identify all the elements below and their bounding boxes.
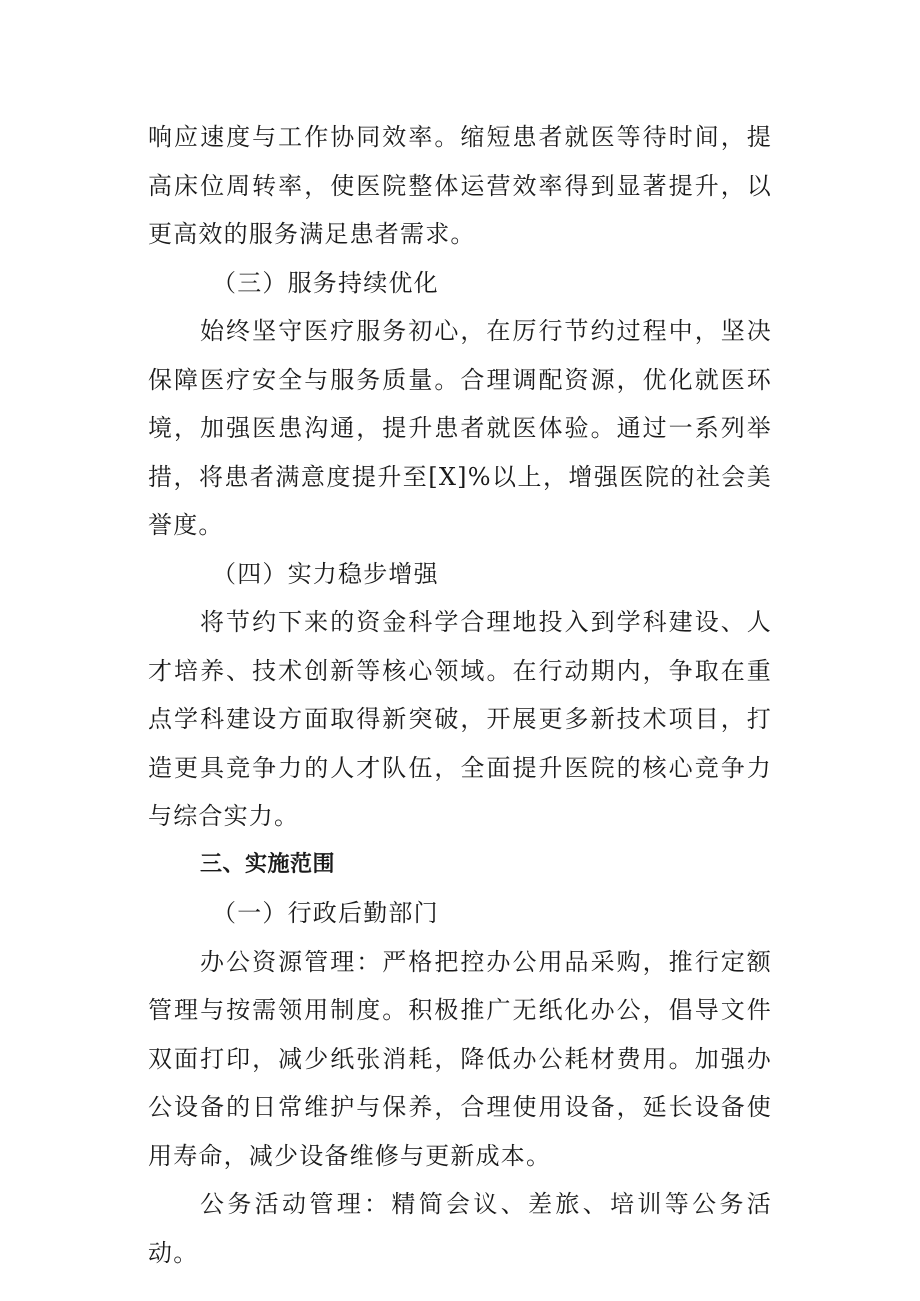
paragraph-service-optimization: 始终坚守医疗服务初心，在厉行节约过程中，坚决保障医疗安全与服务质量。合理调配资源，优化就医环境，加强医患沟通，提升患者就医体验。通过一系列举措，将患者满意度提升至[X]%以上，增强医院的社会美誉度。 — [148, 317, 772, 539]
section-heading-scope: 三、实施范围 — [200, 851, 336, 877]
paragraph-strength-growth: 将节约下来的资金科学合理地投入到学科建设、人才培养、技术创新等核心领域。在行动期内，争取在重点学科建设方面取得新突破，开展更多新技术项目，打造更具竞争力的人才队伍，全面提升医院的核心竞争力与综合实力。 — [148, 608, 772, 830]
subheading-admin-logistics: （一）行政后勤部门 — [212, 899, 439, 927]
paragraph-office-resources: 办公资源管理：严格把控办公用品采购，推行定额管理与按需领用制度。积极推广无纸化办公，倡导文件双面打印，减少纸张消耗，降低办公耗材费用。加强办公设备的日常维护与保养，合理使用设备，延长设备使用寿命，减少设备维修与更新成本。 — [148, 947, 772, 1170]
paragraph-efficiency-continued: 响应速度与工作协同效率。缩短患者就医等待时间，提高床位周转率，使医院整体运营效率得到显著提升，以更高效的服务满足患者需求。 — [148, 123, 772, 248]
paragraph-official-activities: 公务活动管理：精简会议、差旅、培训等公务活动。 — [148, 1190, 772, 1267]
subheading-strength-growth: （四）实力稳步增强 — [212, 559, 439, 588]
subheading-service-optimization: （三）服务持续优化 — [212, 268, 439, 297]
document-page — [148, 113, 772, 1277]
